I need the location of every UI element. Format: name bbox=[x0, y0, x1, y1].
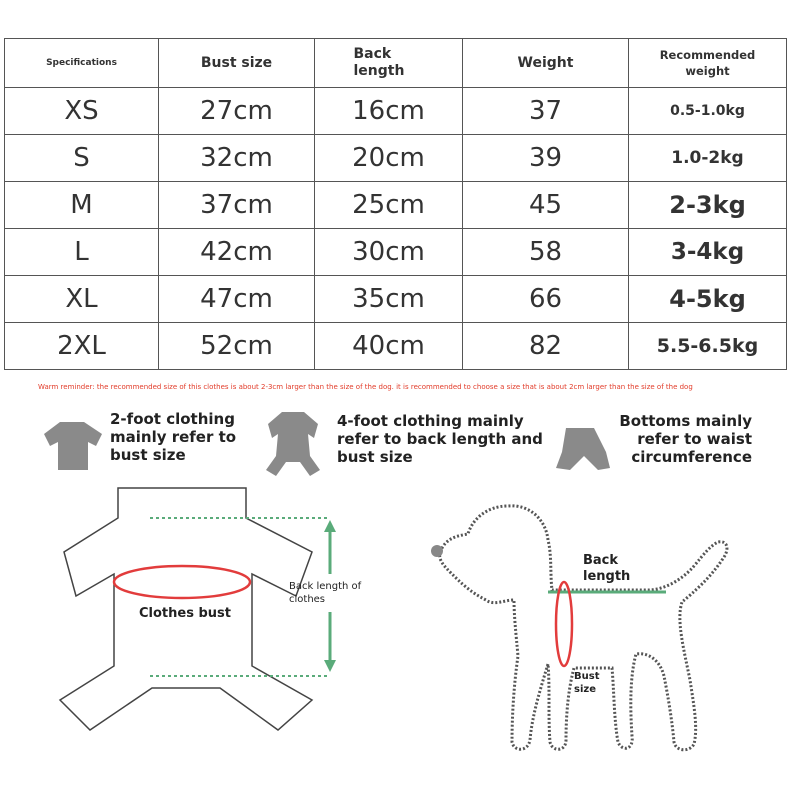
cell-size: M bbox=[5, 182, 159, 229]
two-foot-shirt-icon bbox=[44, 422, 102, 470]
clothes-bust-label: Clothes bust bbox=[139, 606, 231, 621]
bottoms-icon bbox=[556, 428, 610, 470]
cell-back: 20cm bbox=[315, 135, 463, 182]
cell-weight: 37 bbox=[463, 88, 629, 135]
two-foot-guide-label: 2-foot clothing mainly refer to bust size bbox=[110, 410, 237, 464]
cell-weight: 82 bbox=[463, 323, 629, 370]
cell-weight: 58 bbox=[463, 229, 629, 276]
header-specifications: Specifications bbox=[5, 39, 159, 88]
cell-size: S bbox=[5, 135, 159, 182]
cell-size: XL bbox=[5, 276, 159, 323]
cell-back: 40cm bbox=[315, 323, 463, 370]
cell-bust: 47cm bbox=[159, 276, 315, 323]
cell-size: L bbox=[5, 229, 159, 276]
cell-size: 2XL bbox=[5, 323, 159, 370]
back-length-of-clothes-label: Back length of clothes bbox=[289, 581, 362, 605]
header-back-length: Back length bbox=[315, 39, 463, 88]
four-foot-guide-label: 4-foot clothing mainly refer to back length and bust size bbox=[337, 412, 543, 466]
cell-back: 30cm bbox=[315, 229, 463, 276]
cell-back: 35cm bbox=[315, 276, 463, 323]
cell-recommended: 3-4kg bbox=[629, 229, 787, 276]
cell-weight: 66 bbox=[463, 276, 629, 323]
cell-bust: 27cm bbox=[159, 88, 315, 135]
dog-bust-ring bbox=[556, 582, 572, 666]
four-foot-suit-icon bbox=[266, 412, 320, 476]
bottoms-guide-label: Bottoms mainly refer to waist circumference bbox=[619, 412, 752, 466]
dog-outline bbox=[440, 506, 727, 750]
cell-recommended: 2-3kg bbox=[629, 182, 787, 229]
arrow-head-up-icon bbox=[324, 520, 336, 532]
cell-weight: 39 bbox=[463, 135, 629, 182]
cell-recommended: 0.5-1.0kg bbox=[629, 88, 787, 135]
cell-weight: 45 bbox=[463, 182, 629, 229]
cell-bust: 32cm bbox=[159, 135, 315, 182]
arrow-head-down-icon bbox=[324, 660, 336, 672]
cell-bust: 52cm bbox=[159, 323, 315, 370]
cell-back: 25cm bbox=[315, 182, 463, 229]
clothes-bust-ring bbox=[114, 566, 250, 598]
cell-back: 16cm bbox=[315, 88, 463, 135]
header-recommended-weight: Recommended weight bbox=[629, 39, 787, 88]
warm-reminder: Warm reminder: the recommended size of this clothes is about 2-3cm larger than the size of the dog. it is recommended to choose a size that is about 2cm larger than the size of the dog bbox=[38, 383, 693, 391]
dog-back-length-label: Back length bbox=[583, 553, 631, 584]
header-weight: Weight bbox=[463, 39, 629, 88]
cell-recommended: 5.5-6.5kg bbox=[629, 323, 787, 370]
dog-bust-size-label: Bust size bbox=[574, 671, 600, 695]
cell-bust: 37cm bbox=[159, 182, 315, 229]
header-bust-size: Bust size bbox=[159, 39, 315, 88]
cell-size: XS bbox=[5, 88, 159, 135]
cell-recommended: 4-5kg bbox=[629, 276, 787, 323]
dog-nose bbox=[431, 545, 443, 557]
cell-recommended: 1.0-2kg bbox=[629, 135, 787, 182]
cell-bust: 42cm bbox=[159, 229, 315, 276]
